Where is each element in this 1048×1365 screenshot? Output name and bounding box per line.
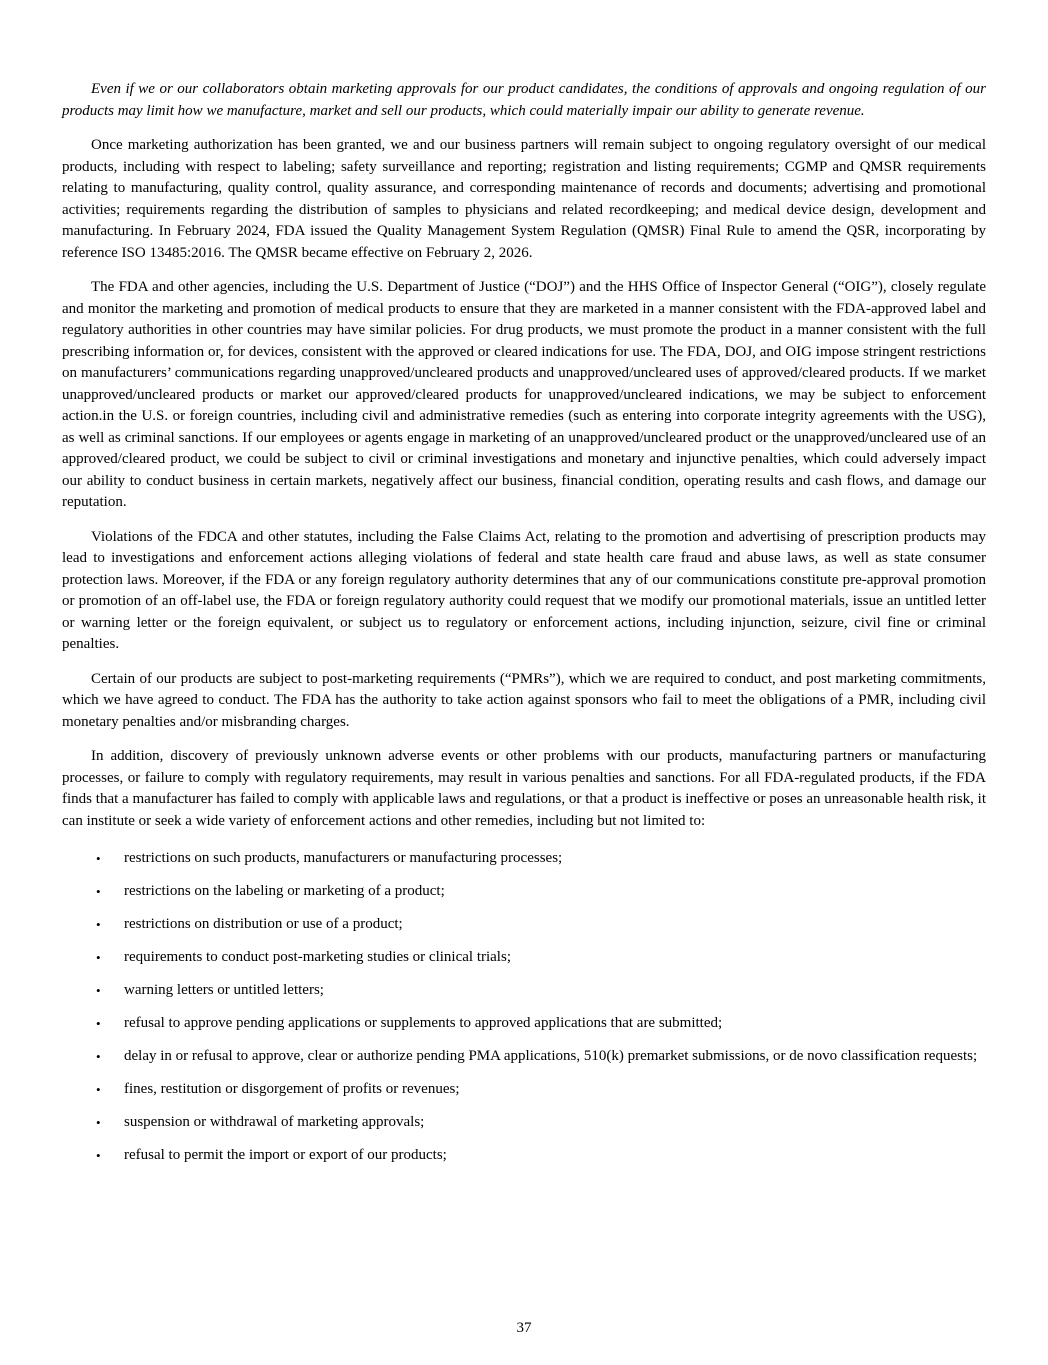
bullet-item [62, 1109, 986, 1136]
body-paragraph-3: Violations of the FDCA and other statutes, including the False Claims Act, relating to the promotion and advertising of prescription products may lead to investigations and enforcement actions alleging violations of federal and state health care fraud and abuse laws, as well as state consumer protection laws. Moreover, if the FDA or any foreign regulatory authority determines that any of our communications constitute pre-approval promotion or promotion of an off-label use, the FDA or foreign regulatory authority could request that we modify our promotional materials, issue an untitled letter or warning letter or the foreign equivalent, or subject us to regulatory or enforcement actions, including injunction, seizure, civil fine or criminal penalties. [62, 528, 986, 652]
bullet-icon: • [96, 1148, 101, 1163]
enforcement-actions-bullet-list [62, 845, 986, 1169]
bullet-icon: • [96, 917, 101, 932]
bullet-item-text: warning letters or untitled letters; [124, 982, 324, 998]
bullet-icon: • [96, 884, 101, 899]
bullet-item [62, 911, 986, 938]
bullet-item [62, 944, 986, 971]
bullet-icon: • [96, 851, 101, 866]
bullet-item [62, 1010, 986, 1037]
bullet-icon: • [96, 1082, 101, 1097]
bullet-item-text: fines, restitution or disgorgement of profits or revenues; [124, 1081, 460, 1097]
body-paragraph-2: The FDA and other agencies, including the U.S. Department of Justice (“DOJ”) and the HHS Office of Inspector General (“OIG”), closely regulate and monitor the marketing and promotion of medical products to ensure that they are marketed in a manner consistent with the FDA-approved label and regulatory authorities in other countries may have similar policies. For drug products, we must promote the product in a manner consistent with the full prescribing information or, for devices, consistent with the approved or cleared indications for use. The FDA, DOJ, and OIG impose stringent restrictions on manufacturers’ communications regarding unapproved/uncleared products and unapproved/uncleared uses of approved/cleared products. If we market unapproved/uncleared products or market our approved/cleared products for unapproved/uncleared indications, we may be subject to enforcement action.in the U.S. or foreign countries, including civil and administrative remedies (such as entering into corporate integrity agreements with the USG), as well as criminal sanctions. If our employees or agents engage in marketing of an unapproved/uncleared product or the unapproved/uncleared use of an approved/cleared product, we could be subject to civil or criminal investigations and monetary and injunctive penalties, which could adversely impact our ability to conduct business in certain markets, negatively affect our business, financial condition, operating results and cash flows, and damage our reputation. [62, 279, 986, 510]
body-paragraph-4: Certain of our products are subject to post-marketing requirements (“PMRs”), which we are required to conduct, and post marketing commitments, which we have agreed to conduct. The FDA has the authority to take action against sponsors who fail to meet the obligations of a PMR, including civil monetary penalties and/or misbranding charges. [62, 670, 986, 730]
bullet-item [62, 1076, 986, 1103]
bullet-item-text: refusal to permit the import or export of our products; [124, 1147, 447, 1163]
bullet-icon: • [96, 950, 101, 965]
body-paragraph-5: In addition, discovery of previously unknown adverse events or other problems with our products, manufacturing partners or manufacturing processes, or failure to comply with regulatory requirements, may result in various penalties and sanctions. For all FDA-regulated products, if the FDA finds that a manufacturer has failed to comply with applicable laws and regulations, or that a product is ineffective or poses an unreasonable health risk, it can institute or seek a wide variety of enforcement actions and other remedies, including but not limited to: [62, 748, 986, 829]
bullet-item-text: suspension or withdrawal of marketing approvals; [124, 1114, 425, 1130]
body-paragraph-1: Once marketing authorization has been granted, we and our business partners will remain subject to ongoing regulatory oversight of our medical products, including with respect to labeling; safety surveillance and reporting; registration and listing requirements; CGMP and QMSR requirements relating to manufacturing, quality control, quality assurance, and corresponding maintenance of records and documents; advertising and promotional activities; requirements regarding the distribution of samples to physicians and related recordkeeping; and medical device design, development and manufacturing. In February 2024, FDA issued the Quality Management System Regulation (QMSR) Final Rule to amend the QSR, incorporating by reference ISO 13485:2016. The QMSR became effective on February 2, 2026. [62, 137, 986, 261]
bullet-item-text: refusal to approve pending applications or supplements to approved applications that are submitted; [124, 1015, 723, 1031]
bullet-item [62, 1142, 986, 1169]
bullet-item-text: restrictions on the labeling or marketing of a product; [124, 883, 445, 899]
bullet-item [62, 1043, 986, 1070]
bullet-item-text: restrictions on distribution or use of a product; [124, 916, 403, 932]
bullet-item [62, 878, 986, 905]
bullet-icon: • [96, 1049, 101, 1064]
bullet-icon: • [96, 1016, 101, 1031]
bullet-item [62, 845, 986, 872]
bullet-item-text: restrictions on such products, manufacturers or manufacturing processes; [124, 850, 563, 866]
risk-factor-lead-paragraph: Even if we or our collaborators obtain marketing approvals for our product candidates, the conditions of approvals and ongoing regulation of our products may limit how we manufacture, market and sell our products, which could materially impair our ability to generate revenue. [62, 81, 986, 119]
bullet-item-text: delay in or refusal to approve, clear or authorize pending PMA applications, 510(k) premarket submissions, or de novo classification requests; [124, 1048, 978, 1064]
bullet-item-text: requirements to conduct post-marketing studies or clinical trials; [124, 949, 511, 965]
bullet-item [62, 977, 986, 1004]
bullet-icon: • [96, 1115, 101, 1130]
bullet-icon: • [96, 983, 101, 998]
page-number: 37 [516, 1319, 532, 1336]
